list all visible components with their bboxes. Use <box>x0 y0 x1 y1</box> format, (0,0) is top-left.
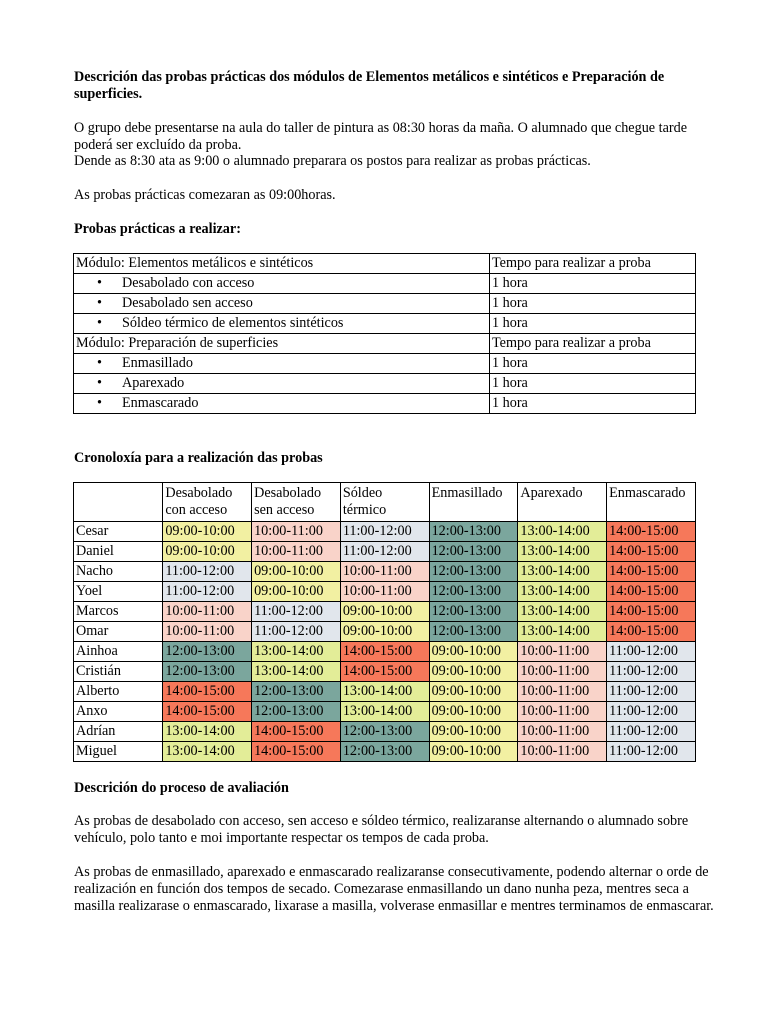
time-slot-cell: 10:00-11:00 <box>518 682 607 702</box>
time-slot-cell: 13:00-14:00 <box>163 742 252 762</box>
column-header: Enmascarado <box>607 483 696 522</box>
probas-row <box>74 394 696 414</box>
time-slot-cell: 14:00-15:00 <box>340 642 429 662</box>
time-slot-cell: 11:00-12:00 <box>340 542 429 562</box>
proba-name: Enmasillado <box>122 355 193 371</box>
student-name: Daniel <box>74 542 163 562</box>
time-slot-cell: 12:00-13:00 <box>429 582 518 602</box>
time-slot-cell: 10:00-11:00 <box>252 542 341 562</box>
time-slot-cell: 09:00-10:00 <box>252 562 341 582</box>
schedule-row <box>74 702 696 722</box>
column-header: Desabolado con acceso <box>163 483 252 522</box>
time-slot-cell: 09:00-10:00 <box>429 722 518 742</box>
time-slot-cell: 11:00-12:00 <box>607 682 696 702</box>
proba-time: 1 hora <box>490 394 696 414</box>
probas-row <box>74 314 696 334</box>
proba-name: Módulo: Preparación de superficies <box>76 335 279 351</box>
time-slot-cell: 12:00-13:00 <box>429 562 518 582</box>
time-slot-cell: 13:00-14:00 <box>340 702 429 722</box>
bullet: • <box>97 355 102 371</box>
time-slot-cell: 10:00-11:00 <box>518 642 607 662</box>
time-slot-cell: 10:00-11:00 <box>340 562 429 582</box>
time-slot-cell: 10:00-11:00 <box>163 622 252 642</box>
time-slot-cell: 12:00-13:00 <box>429 602 518 622</box>
time-slot-cell: 14:00-15:00 <box>163 682 252 702</box>
student-name: Cristián <box>74 662 163 682</box>
header-blank <box>74 483 163 522</box>
schedule-row <box>74 682 696 702</box>
time-slot-cell: 13:00-14:00 <box>252 662 341 682</box>
proba-label <box>74 314 490 334</box>
time-slot-cell: 12:00-13:00 <box>163 642 252 662</box>
time-slot-cell: 12:00-13:00 <box>163 662 252 682</box>
time-slot-cell: 12:00-13:00 <box>429 622 518 642</box>
time-slot-cell: 13:00-14:00 <box>163 722 252 742</box>
time-slot-cell: 10:00-11:00 <box>518 702 607 722</box>
time-slot-cell: 10:00-11:00 <box>252 522 341 542</box>
start-time-text: As probas prácticas comezaran as 09:00horas. <box>74 187 336 203</box>
time-slot-cell: 14:00-15:00 <box>607 522 696 542</box>
time-slot-cell: 14:00-15:00 <box>163 702 252 722</box>
time-slot-cell: 14:00-15:00 <box>607 582 696 602</box>
evaluation-paragraph-1: As probas de desabolado con acceso, sen acceso e sóldeo térmico, realizaranse alternando o alumnado sobre vehículo, polo tanto e moi importante respectar os tempos de cada proba. <box>74 813 689 846</box>
time-slot-cell: 13:00-14:00 <box>518 522 607 542</box>
time-slot-cell: 12:00-13:00 <box>252 682 341 702</box>
proba-time: Tempo para realizar a proba <box>490 334 696 354</box>
student-name: Cesar <box>74 522 163 542</box>
time-slot-cell: 09:00-10:00 <box>429 682 518 702</box>
proba-label <box>74 354 490 374</box>
bullet: • <box>97 275 102 291</box>
probas-table <box>73 253 696 414</box>
column-header: Sóldeo térmico <box>340 483 429 522</box>
bullet: • <box>97 375 102 391</box>
student-name: Omar <box>74 622 163 642</box>
schedule-row <box>74 662 696 682</box>
proba-time: 1 hora <box>490 314 696 334</box>
evaluation-paragraph-2: As probas de enmasillado, aparexado e enmascarado realizaranse consecutivamente, podendo alternar o orde de realización en función dos tempos de secado. Comezarase enmasillando un dano nunha peza, mentres seca a masilla realizarase o enmascarado, lixarase a masilla, volverase enmasillar e mentres terminamos de enmascarar. <box>74 864 714 914</box>
time-slot-cell: 13:00-14:00 <box>518 602 607 622</box>
evaluation-heading: Descrición do proceso de avaliación <box>74 780 289 796</box>
time-slot-cell: 11:00-12:00 <box>607 742 696 762</box>
time-slot-cell: 12:00-13:00 <box>340 722 429 742</box>
time-slot-cell: 12:00-13:00 <box>429 522 518 542</box>
time-slot-cell: 09:00-10:00 <box>163 522 252 542</box>
proba-time: 1 hora <box>490 374 696 394</box>
time-slot-cell: 11:00-12:00 <box>607 702 696 722</box>
time-slot-cell: 09:00-10:00 <box>252 582 341 602</box>
time-slot-cell: 09:00-10:00 <box>340 622 429 642</box>
schedule-row <box>74 602 696 622</box>
proba-time: Tempo para realizar a proba <box>490 254 696 274</box>
time-slot-cell: 14:00-15:00 <box>252 742 341 762</box>
time-slot-cell: 11:00-12:00 <box>252 602 341 622</box>
proba-name: Desabolado sen acceso <box>122 295 253 311</box>
time-slot-cell: 11:00-12:00 <box>163 562 252 582</box>
student-name: Ainhoa <box>74 642 163 662</box>
time-slot-cell: 12:00-13:00 <box>252 702 341 722</box>
proba-label <box>74 294 490 314</box>
time-slot-cell: 10:00-11:00 <box>518 722 607 742</box>
module-label <box>74 334 490 354</box>
time-slot-cell: 10:00-11:00 <box>163 602 252 622</box>
schedule-row <box>74 622 696 642</box>
time-slot-cell: 13:00-14:00 <box>518 542 607 562</box>
intro-preparation: Dende as 8:30 ata as 9:00 o alumnado preparara os postos para realizar as probas prácticas. <box>74 153 591 169</box>
time-slot-cell: 14:00-15:00 <box>607 542 696 562</box>
schedule-table <box>73 482 696 762</box>
schedule-row <box>74 522 696 542</box>
time-slot-cell: 09:00-10:00 <box>429 742 518 762</box>
proba-name: Sóldeo térmico de elementos sintéticos <box>122 315 344 331</box>
time-slot-cell: 11:00-12:00 <box>607 662 696 682</box>
schedule-row <box>74 562 696 582</box>
time-slot-cell: 09:00-10:00 <box>429 642 518 662</box>
schedule-row <box>74 542 696 562</box>
time-slot-cell: 09:00-10:00 <box>163 542 252 562</box>
student-name: Nacho <box>74 562 163 582</box>
time-slot-cell: 11:00-12:00 <box>340 522 429 542</box>
probas-row <box>74 274 696 294</box>
time-slot-cell: 12:00-13:00 <box>340 742 429 762</box>
time-slot-cell: 10:00-11:00 <box>518 742 607 762</box>
time-slot-cell: 12:00-13:00 <box>429 542 518 562</box>
time-slot-cell: 13:00-14:00 <box>518 562 607 582</box>
time-slot-cell: 14:00-15:00 <box>607 622 696 642</box>
time-slot-cell: 09:00-10:00 <box>429 702 518 722</box>
time-slot-cell: 13:00-14:00 <box>340 682 429 702</box>
schedule-heading: Cronoloxía para a realización das probas <box>74 450 323 466</box>
student-name: Yoel <box>74 582 163 602</box>
time-slot-cell: 13:00-14:00 <box>252 642 341 662</box>
probas-row <box>74 354 696 374</box>
probas-row <box>74 254 696 274</box>
column-header: Enmasillado <box>429 483 518 522</box>
schedule-row <box>74 582 696 602</box>
time-slot-cell: 13:00-14:00 <box>518 582 607 602</box>
probas-heading: Probas prácticas a realizar: <box>74 221 241 237</box>
probas-row <box>74 334 696 354</box>
schedule-row <box>74 722 696 742</box>
time-slot-cell: 10:00-11:00 <box>340 582 429 602</box>
intro-paragraph: O grupo debe presentarse na aula do taller de pintura as 08:30 horas da maña. O alumnado que chegue tarde poderá ser excluído da proba. <box>74 120 687 153</box>
column-header: Desabolado sen acceso <box>252 483 341 522</box>
proba-time: 1 hora <box>490 294 696 314</box>
time-slot-cell: 14:00-15:00 <box>252 722 341 742</box>
time-slot-cell: 14:00-15:00 <box>607 562 696 582</box>
schedule-row <box>74 642 696 662</box>
time-slot-cell: 11:00-12:00 <box>163 582 252 602</box>
schedule-header-row <box>74 483 696 522</box>
module-label <box>74 254 490 274</box>
bullet: • <box>97 295 102 311</box>
schedule-row <box>74 742 696 762</box>
proba-name: Módulo: Elementos metálicos e sintéticos <box>76 255 314 271</box>
student-name: Anxo <box>74 702 163 722</box>
column-header: Aparexado <box>518 483 607 522</box>
bullet: • <box>97 315 102 331</box>
time-slot-cell: 11:00-12:00 <box>607 642 696 662</box>
student-name: Adrían <box>74 722 163 742</box>
proba-label <box>74 274 490 294</box>
probas-row <box>74 374 696 394</box>
proba-name: Aparexado <box>122 375 185 391</box>
time-slot-cell: 14:00-15:00 <box>607 602 696 622</box>
proba-label <box>74 394 490 414</box>
student-name: Alberto <box>74 682 163 702</box>
proba-name: Desabolado con acceso <box>122 275 255 291</box>
probas-row <box>74 294 696 314</box>
time-slot-cell: 11:00-12:00 <box>252 622 341 642</box>
document-title: Descrición das probas prácticas dos módulos de Elementos metálicos e sintéticos e Preparación de superficies. <box>74 69 665 102</box>
proba-time: 1 hora <box>490 274 696 294</box>
time-slot-cell: 11:00-12:00 <box>607 722 696 742</box>
time-slot-cell: 10:00-11:00 <box>518 662 607 682</box>
proba-label <box>74 374 490 394</box>
time-slot-cell: 13:00-14:00 <box>518 622 607 642</box>
bullet: • <box>97 395 102 411</box>
proba-time: 1 hora <box>490 354 696 374</box>
student-name: Miguel <box>74 742 163 762</box>
time-slot-cell: 09:00-10:00 <box>429 662 518 682</box>
proba-name: Enmascarado <box>122 395 199 411</box>
time-slot-cell: 14:00-15:00 <box>340 662 429 682</box>
time-slot-cell: 09:00-10:00 <box>340 602 429 622</box>
student-name: Marcos <box>74 602 163 622</box>
